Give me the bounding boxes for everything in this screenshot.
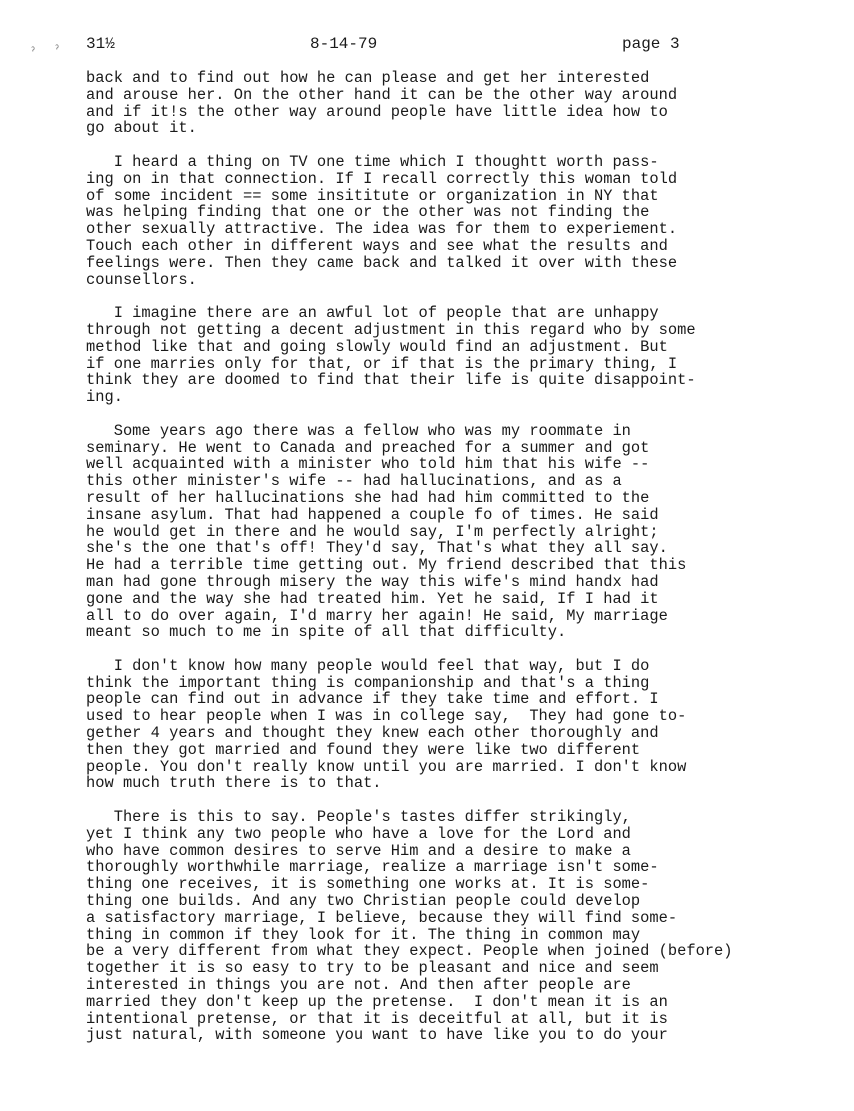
text-line: people can find out in advance if they take time and effort. I: [86, 690, 659, 709]
text-line: this other minister's wife -- had hallucinations, and as a: [86, 472, 622, 491]
text-line: interested in things you are not. And then after people are: [86, 976, 631, 995]
text-line: who have common desires to serve Him and a desire to make a: [86, 841, 631, 860]
text-line: married they don't keep up the pretense. I don't mean it is an: [86, 992, 668, 1011]
text-line: how much truth there is to that.: [86, 774, 382, 793]
text-line: he would get in there and he would say, I'm perfectly alright;: [86, 522, 659, 541]
margin-mark: ˀ: [30, 47, 37, 58]
text-line: used to hear people when I was in college say, They had gone to-: [86, 707, 687, 726]
text-line: think they are doomed to find that their life is quite disappoint-: [86, 371, 696, 390]
text-line: if one marries only for that, or if that is the primary thing, I: [86, 354, 678, 373]
text-line: I heard a thing on TV one time which I thoughtt worth pass-: [86, 152, 659, 171]
text-line: other sexually attractive. The idea was for them to experiement.: [86, 220, 678, 239]
text-line: well acquainted with a minister who told him that his wife --: [86, 455, 650, 474]
text-line: feelings were. Then they came back and talked it over with these: [86, 253, 678, 272]
text-line: ing.: [86, 388, 123, 407]
text-line: thing one receives, it is something one works at. It is some-: [86, 875, 650, 894]
text-line: just natural, with someone you want to have like you to do your: [86, 1026, 668, 1045]
text-line: and if it!s the other way around people have little idea how to: [86, 102, 668, 121]
date-label: 8-14-79: [310, 35, 378, 53]
margin-mark: ˀ: [54, 45, 61, 56]
text-line: method like that and going slowly would find an adjustment. But: [86, 337, 668, 356]
text-line: was helping finding that one or the other was not finding the: [86, 203, 650, 222]
text-line: I don't know how many people would feel that way, but I do: [86, 656, 650, 675]
paragraph-gap: [86, 406, 816, 423]
text-line: all to do over again, I'd marry her again! He said, My marriage: [86, 606, 668, 625]
text-line: Some years ago there was a fellow who was my roommate in: [86, 421, 631, 440]
text-line: gone and the way she had treated him. Yet he said, If I had it: [86, 589, 659, 608]
text-line: be a very different from what they expect. People when joined (before): [86, 942, 733, 961]
text-line: Touch each other in different ways and see what the results and: [86, 236, 668, 255]
paragraph: [86, 809, 816, 1044]
text-line: counsellors.: [86, 270, 197, 289]
paragraph: [86, 305, 816, 406]
text-line: of some incident == some insititute or organization in NY that: [86, 186, 659, 205]
page-label: page 3: [622, 35, 680, 53]
paragraph: [86, 70, 816, 137]
text-line: I imagine there are an awful lot of people that are unhappy: [86, 304, 659, 323]
text-line: she's the one that's off! They'd say, That's what they all say.: [86, 539, 668, 558]
paragraph: [86, 423, 816, 641]
text-line: ing on in that connection. If I recall correctly this woman told: [86, 169, 678, 188]
text-line: think the important thing is companionship and that's a thing: [86, 673, 650, 692]
text-line: go about it.: [86, 119, 197, 138]
text-line: meant so much to me in spite of all that difficulty.: [86, 623, 567, 642]
paragraph-gap: [86, 137, 816, 154]
body-text: [86, 70, 816, 1044]
text-line: through not getting a decent adjustment in this regard who by some: [86, 320, 696, 339]
text-line: thing one builds. And any two Christian people could develop: [86, 892, 641, 911]
paragraph: [86, 154, 816, 288]
text-line: thoroughly worthwhile marriage, realize a marriage isn't some-: [86, 858, 659, 877]
page-number-label: 31½: [86, 35, 115, 53]
text-line: people. You don't really know until you are married. I don't know: [86, 757, 687, 776]
text-line: together it is so easy to try to be pleasant and nice and seem: [86, 959, 659, 978]
paragraph: [86, 658, 816, 792]
text-line: He had a terrible time getting out. My friend described that this: [86, 556, 687, 575]
text-line: gether 4 years and thought they knew each other thoroughly and: [86, 724, 659, 743]
paragraph-gap: [86, 641, 816, 658]
text-line: yet I think any two people who have a love for the Lord and: [86, 824, 631, 843]
text-line: There is this to say. People's tastes differ strikingly,: [86, 808, 631, 827]
text-line: thing in common if they look for it. The thing in common may: [86, 925, 641, 944]
text-line: then they got married and found they were like two different: [86, 740, 641, 759]
paragraph-gap: [86, 288, 816, 305]
text-line: a satisfactory marriage, I believe, because they will find some-: [86, 908, 678, 927]
text-line: and arouse her. On the other hand it can be the other way around: [86, 85, 678, 104]
text-line: back and to find out how he can please and get her interested: [86, 69, 650, 87]
text-line: man had gone through misery the way this wife's mind handx had: [86, 572, 659, 591]
text-line: intentional pretense, or that it is deceitful at all, but it is: [86, 1009, 668, 1028]
text-line: seminary. He went to Canada and preached for a summer and got: [86, 438, 650, 457]
text-line: insane asylum. That had happened a couple fo of times. He said: [86, 505, 659, 524]
text-line: result of her hallucinations she had had him committed to the: [86, 488, 650, 507]
paragraph-gap: [86, 792, 816, 809]
